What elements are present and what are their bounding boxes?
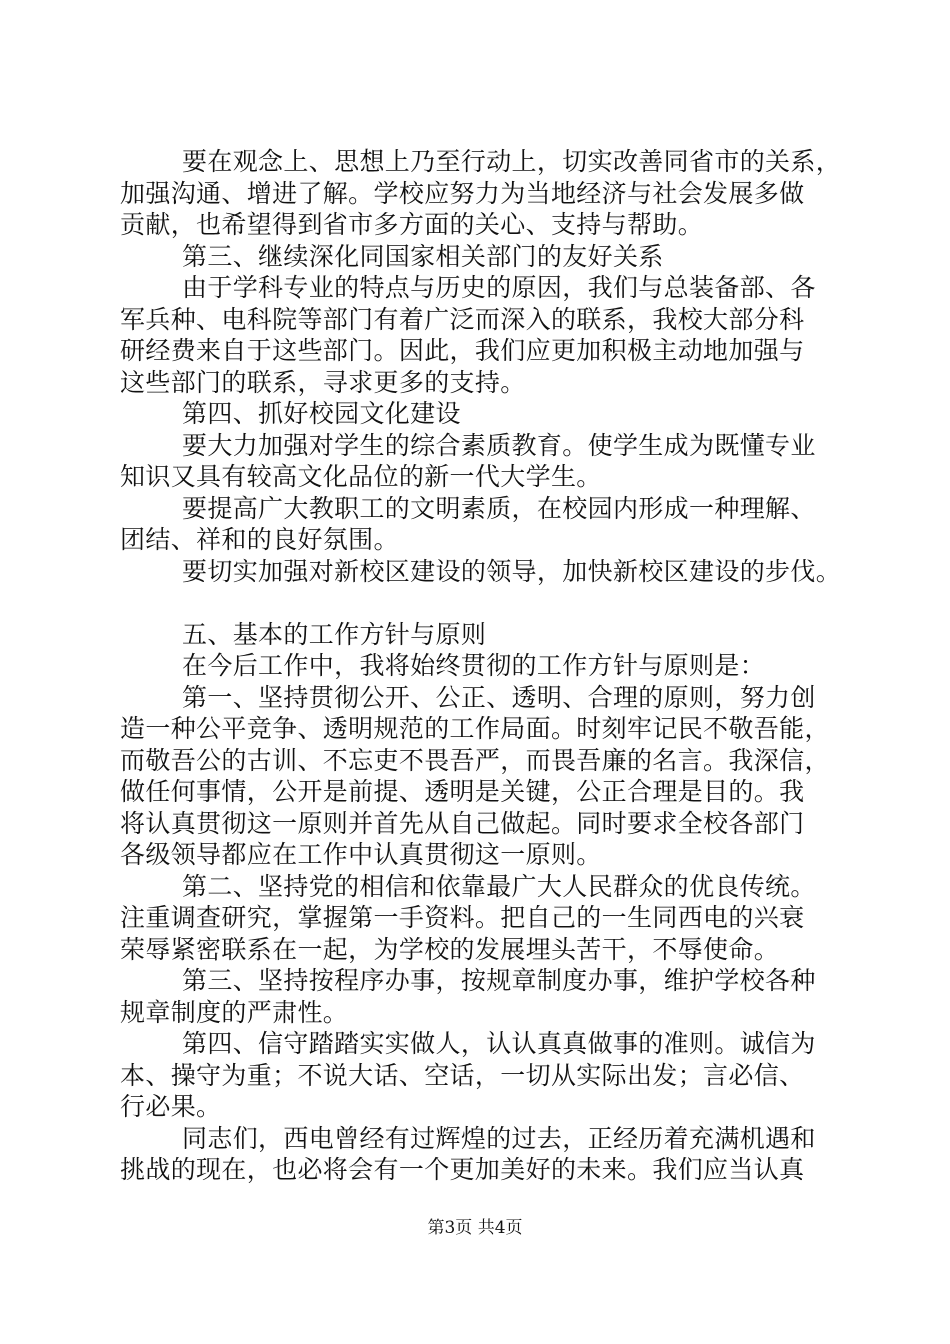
text-line: 团结、祥和的良好氛围。 xyxy=(120,525,399,554)
text-line: 将认真贯彻这一原则并首先从自己做起。同时要求全校各部门 xyxy=(120,808,805,838)
page-number-footer: 第3页 共4页 xyxy=(427,1218,523,1238)
text-line: 第四、信守踏踏实实做人，认认真真做事的准则。诚信为 xyxy=(182,1029,816,1058)
text-line: 要提高广大教职工的文明素质，在校园内形成一种理解、 xyxy=(182,493,816,523)
text-line: 荣辱紧密联系在一起，为学校的发展埋头苦干，不辱使命。 xyxy=(120,934,780,964)
text-line: 挑战的现在，也必将会有一个更加美好的未来。我们应当认真 xyxy=(120,1155,805,1184)
text-line: 各级领导都应在工作中认真贯彻这一原则。 xyxy=(120,840,602,869)
text-line: 行必果。 xyxy=(120,1092,222,1121)
text-line: 在今后工作中，我将始终贯彻的工作方针与原则是： xyxy=(182,651,766,680)
text-line: 加强沟通、增进了解。学校应努力为当地经济与社会发展多做 xyxy=(120,178,805,208)
text-line: 第三、坚持按程序办事，按规章制度办事，维护学校各种 xyxy=(182,966,816,995)
document-body xyxy=(120,146,842,1186)
text-line: 要大力加强对学生的综合素质教育。使学生成为既懂专业 xyxy=(182,430,816,460)
text-line: 第一、坚持贯彻公开、公正、透明、合理的原则，努力创 xyxy=(182,682,816,712)
text-line: 研经费来自于这些部门。因此，我们应更加积极主动地加强与 xyxy=(120,336,805,365)
blank-line xyxy=(120,587,838,619)
text-line: 这些部门的联系，寻求更多的支持。 xyxy=(120,367,526,397)
text-line: 五、基本的工作方针与原则 xyxy=(182,619,487,649)
text-line: 要在观念上、思想上乃至行动上，切实改善同省市的关系， xyxy=(182,147,842,176)
text-line: 同志们，西电曾经有过辉煌的过去，正经历着充满机遇和 xyxy=(182,1123,816,1153)
text-line: 知识又具有较高文化品位的新一代大学生。 xyxy=(120,462,602,491)
text-line: 第二、坚持党的相信和依靠最广大人民群众的优良传统。 xyxy=(182,871,816,901)
text-line: 做任何事情，公开是前提、透明是关键，公正合理是目的。我 xyxy=(120,777,805,806)
text-line: 本、操守为重；不说大话、空话，一切从实际出发；言必信、 xyxy=(120,1060,805,1090)
text-line: 要切实加强对新校区建设的领导，加快新校区建设的步伐。 xyxy=(182,556,842,586)
text-line: 军兵种、电科院等部门有着广泛而深入的联系，我校大部分科 xyxy=(120,304,805,334)
text-line: 注重调查研究，掌握第一手资料。把自己的一生同西电的兴衰 xyxy=(120,903,805,932)
text-line: 第三、继续深化同国家相关部门的友好关系 xyxy=(182,241,664,271)
text-line: 由于学科专业的特点与历史的原因，我们与总装备部、各 xyxy=(182,273,816,302)
text-line: 第四、抓好校园文化建设 xyxy=(182,399,461,428)
text-line: 贡献，也希望得到省市多方面的关心、支持与帮助。 xyxy=(120,210,704,239)
text-line: 而敬吾公的古训、不忘吏不畏吾严，而畏吾廉的名言。我深信， xyxy=(120,745,830,775)
text-line: 造一种公平竞争、透明规范的工作局面。时刻牢记民不敬吾能， xyxy=(120,714,830,743)
text-line: 规章制度的严肃性。 xyxy=(120,997,349,1027)
